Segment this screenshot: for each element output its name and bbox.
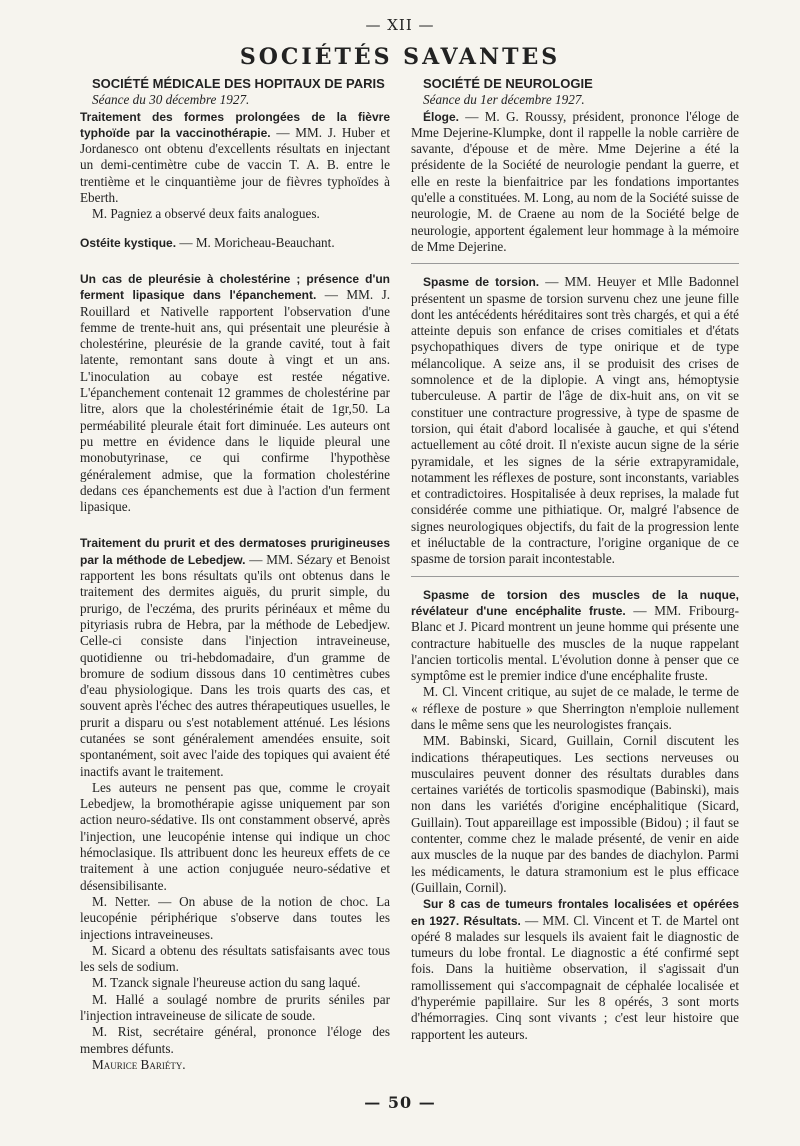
article-typhoid — [80, 109, 390, 207]
article-spasme — [411, 274, 739, 567]
article-osteite — [80, 235, 390, 251]
article-paragraph: MM. Babinski, Sicard, Guillain, Cornil discutent les indications thérapeutiques. Les sections nerveuses ou musculaires peuvent donner des résultats durables dans certaines variétés de torticolis spasmodique (Babinski), mais non dans les variétés d'origine encéphalitique (Sicard, Guillain). Tout appareillage est impossible (Bidou) ; il faut se contenter, comme chez le malade présenté, de venir en aide aux muscles de la nuque par des bandes de diachylon. Parmi les médicaments, le datura stramonium est le plus efficace (Guillain, Cornil). — [411, 733, 739, 895]
author-signature: Maurice Bariéty. — [92, 1056, 186, 1072]
right-column — [411, 76, 739, 1043]
article-body: — MM. J. Rouillard et Nativelle rapportent l'observation d'une femme de trente-huit ans, qui présentait une pleurésie à cholestérine, pleurésie de la grande cavité, tout à fait latente, remontant sans doute à vingt et un ans. L'inoculation au cobaye est restée négative. L'épanchement contenait 12 grammes de cholestérine par litre, alors que la cholestérinémie était de 1gr,50. La perméabilité pleurale était fort diminuée. Les auteurs ont pu mettre en évidence dans le liquide pleural une monobutyrinase, ce qui confirme l'hypothèse généralement admise, que la formation cholestérine dedans ces épanchements est due à l'action d'un ferment lipasique. — [80, 287, 390, 515]
article-note: M. Pagniez a observé deux faits analogues. — [92, 206, 320, 222]
article-body: — MM. Cl. Vincent et T. de Martel ont opéré 8 malades sur lesquels ils avaient fait le diagnostic de tumeurs du lobe frontal. Le diagnostic a été confirmé sept fois. Dans la huitième observation, il s'agissait d'un ramollissement qui s'accompagnait de céphalée localisée et d'hyperémie papillaire. Sur les 8 opérés, 3 sont morts d'hémorragies. Cinq sont vivants ; c'est leur histoire que rapportent les auteurs. — [411, 912, 739, 1042]
article-paragraph: M. Sicard a obtenu des résultats satisfaisants avec tous les sels de sodium. — [80, 942, 390, 975]
article-paragraph: M. Tzanck signale l'heureuse action du sang laqué. — [92, 975, 361, 991]
article-title: Traitement du prurit et des dermatoses prurigineuses par la méthode de Lebedjew. — [80, 536, 390, 567]
society-heading-right: SOCIÉTÉ DE NEUROLOGIE — [423, 76, 593, 91]
article-title: Traitement des formes prolongées de la fièvre typhoïde par la vaccinothérapie. — [80, 109, 390, 140]
article-title: Un cas de pleurésie à cholestérine ; présence d'un ferment lipasique dans l'épanchement. — [80, 271, 390, 303]
article-body: — M. Moricheau-Beauchant. — [179, 234, 335, 250]
article-prurit — [80, 535, 390, 779]
article-nuque — [411, 587, 739, 685]
roman-page-number: — XII — — [365, 16, 435, 34]
session-date-left: Séance du 30 décembre 1927. — [92, 92, 250, 108]
article-paragraph: M. Rist, secrétaire général, prononce l'éloge des membres défunts. — [80, 1024, 390, 1056]
article-body: — MM. Heuyer et Mlle Badonnel présentent un spasme de torsion survenu chez une jeune fille dont les antécédents héréditaires sont très chargés, et qui a été atteinte depuis son enfance de crises comitiales et d'états psychopathiques divers de type onirique et de type mélancolique. A seize ans, il se produisit des crises de somnolence et de la diplopie. A vingt ans, hémoptysie tuberculeuse. A partir de l'âge de dix-huit ans, on vit se constituer une contracture progressive, à type de spasme de torsion, qui était d'abord localisée à gauche, et qui s'étend actuellement au côté droit. Il n'existe aucun signe de la série pyramidale, et les signes de la série extrapyramidale, notamment les réflexes de posture, sont inconstants, variables et contradictoires. Hospitalisée à deux reprises, la malade fut considérée comme une pithiatique. Or, malgré l'absence de signes neurologiques objectifs, du fait de la progression lente et inéluctable de la contracture, l'origine organique de ce spasme de torsion parait incontestable. — [411, 274, 740, 567]
article-title: Spasme de torsion des muscles de la nuque, révélateur d'une encéphalite fruste. — [411, 587, 739, 618]
article-body: — M. G. Roussy, président, prononce l'éloge de Mme Dejerine-Klumpke, dont il rappelle la noble carrière de savante, d'épouse et de mère. Mme Dejerine a été la présidente de la Société de neurologie pendant la guerre, et elle en reste la bienfaitrice par les fondations importantes qu'elle a constituées. M. Long, au nom de la Société suisse de neurologie, M. de Craene au nom de la Société belge de neurologie, apportent également leur hommage à la mémoire de Mme Dejerine. — [411, 108, 740, 254]
article-title: Sur 8 cas de tumeurs frontales localisées et opérées en 1927. Résultats. — [411, 897, 739, 928]
article-tumeurs — [411, 896, 739, 1043]
left-column — [80, 76, 390, 1073]
article-body: — MM. J. Huber et Jordanesco ont obtenu d'excellents résultats en injectant un demi-centimètre cube de vaccin T. A. B. entre le trentième et le cinquantième jour de fièvres typhoïdes à Eberth. — [80, 124, 391, 206]
society-heading-left: SOCIÉTÉ MÉDICALE DES HOPITAUX DE PARIS — [92, 76, 385, 91]
section-title: SOCIÉTÉS SAVANTES — [239, 44, 561, 70]
article-title: Éloge. — [423, 109, 460, 124]
article-eloge — [411, 109, 739, 256]
article-body: — MM. Fribourg-Blanc et J. Picard montrent un jeune homme qui présente une contracture habituelle des muscles de la nuque rappelant l'ancien torticolis mental. L'évolution donne à penser que ce symptôme est le premier indice d'une encéphalite fruste. — [411, 602, 740, 684]
article-divider — [411, 263, 739, 264]
article-pleuresie — [80, 271, 390, 515]
article-divider — [411, 576, 739, 577]
article-paragraph: M. Cl. Vincent critique, au sujet de ce malade, le terme de « réflexe de posture » que Sherrington n'emploie nullement dans le même sens que les neurologistes français. — [411, 684, 739, 732]
page-number: — 50 — — [364, 1093, 436, 1112]
article-paragraph: M. Hallé a soulagé nombre de prurits séniles par l'injection intraveineuse de silicate de soude. — [80, 991, 390, 1024]
article-paragraph: Les auteurs ne pensent pas que, comme le croyait Lebedjew, la bromothérapie agisse uniquement par son action neuro-sédative. Ils ont constamment observé, après l'injection, une leucopénie intense qui indique un choc hémoclasique. Ils attribuent donc les heureux effets de ce traitement à une action conjuguée neuro-sédative et désensibilisante. — [80, 779, 390, 893]
article-body: — MM. Sézary et Benoist rapportent les bons résultats qu'ils ont obtenus dans le traitement des dermites aiguës, du prurit simple, du prurigo, de l'eczéma, des prurits périnéaux et même du pityriasis rubra de Hebra, par la méthode de Lebedjew. Celle-ci consiste dans l'injection intraveineuse, quotidienne ou tri-hebdomadaire, d'un gramme de bromure de sodium dissous dans 10 centimètres cubes d'eau physiologique. Dans les trois quarts des cas, et souvent après l'échec des autres thérapeutiques usuelles, le prurit a disparu ou s'est notablement atténué. Les lésions cutanées se sont généralement amendées ensuite, soit spontanément, soit avec l'aide des topiques qui avaient été inactifs avant le traitement. — [80, 551, 391, 779]
article-title: Spasme de torsion. — [423, 275, 540, 290]
session-date-right: Séance du 1er décembre 1927. — [423, 92, 585, 108]
article-paragraph: M. Netter. — On abuse de la notion de choc. La leucopénie périphérique s'observe dans toutes les injections intraveineuses. — [80, 893, 390, 942]
article-title: Ostéite kystique. — [80, 235, 177, 250]
